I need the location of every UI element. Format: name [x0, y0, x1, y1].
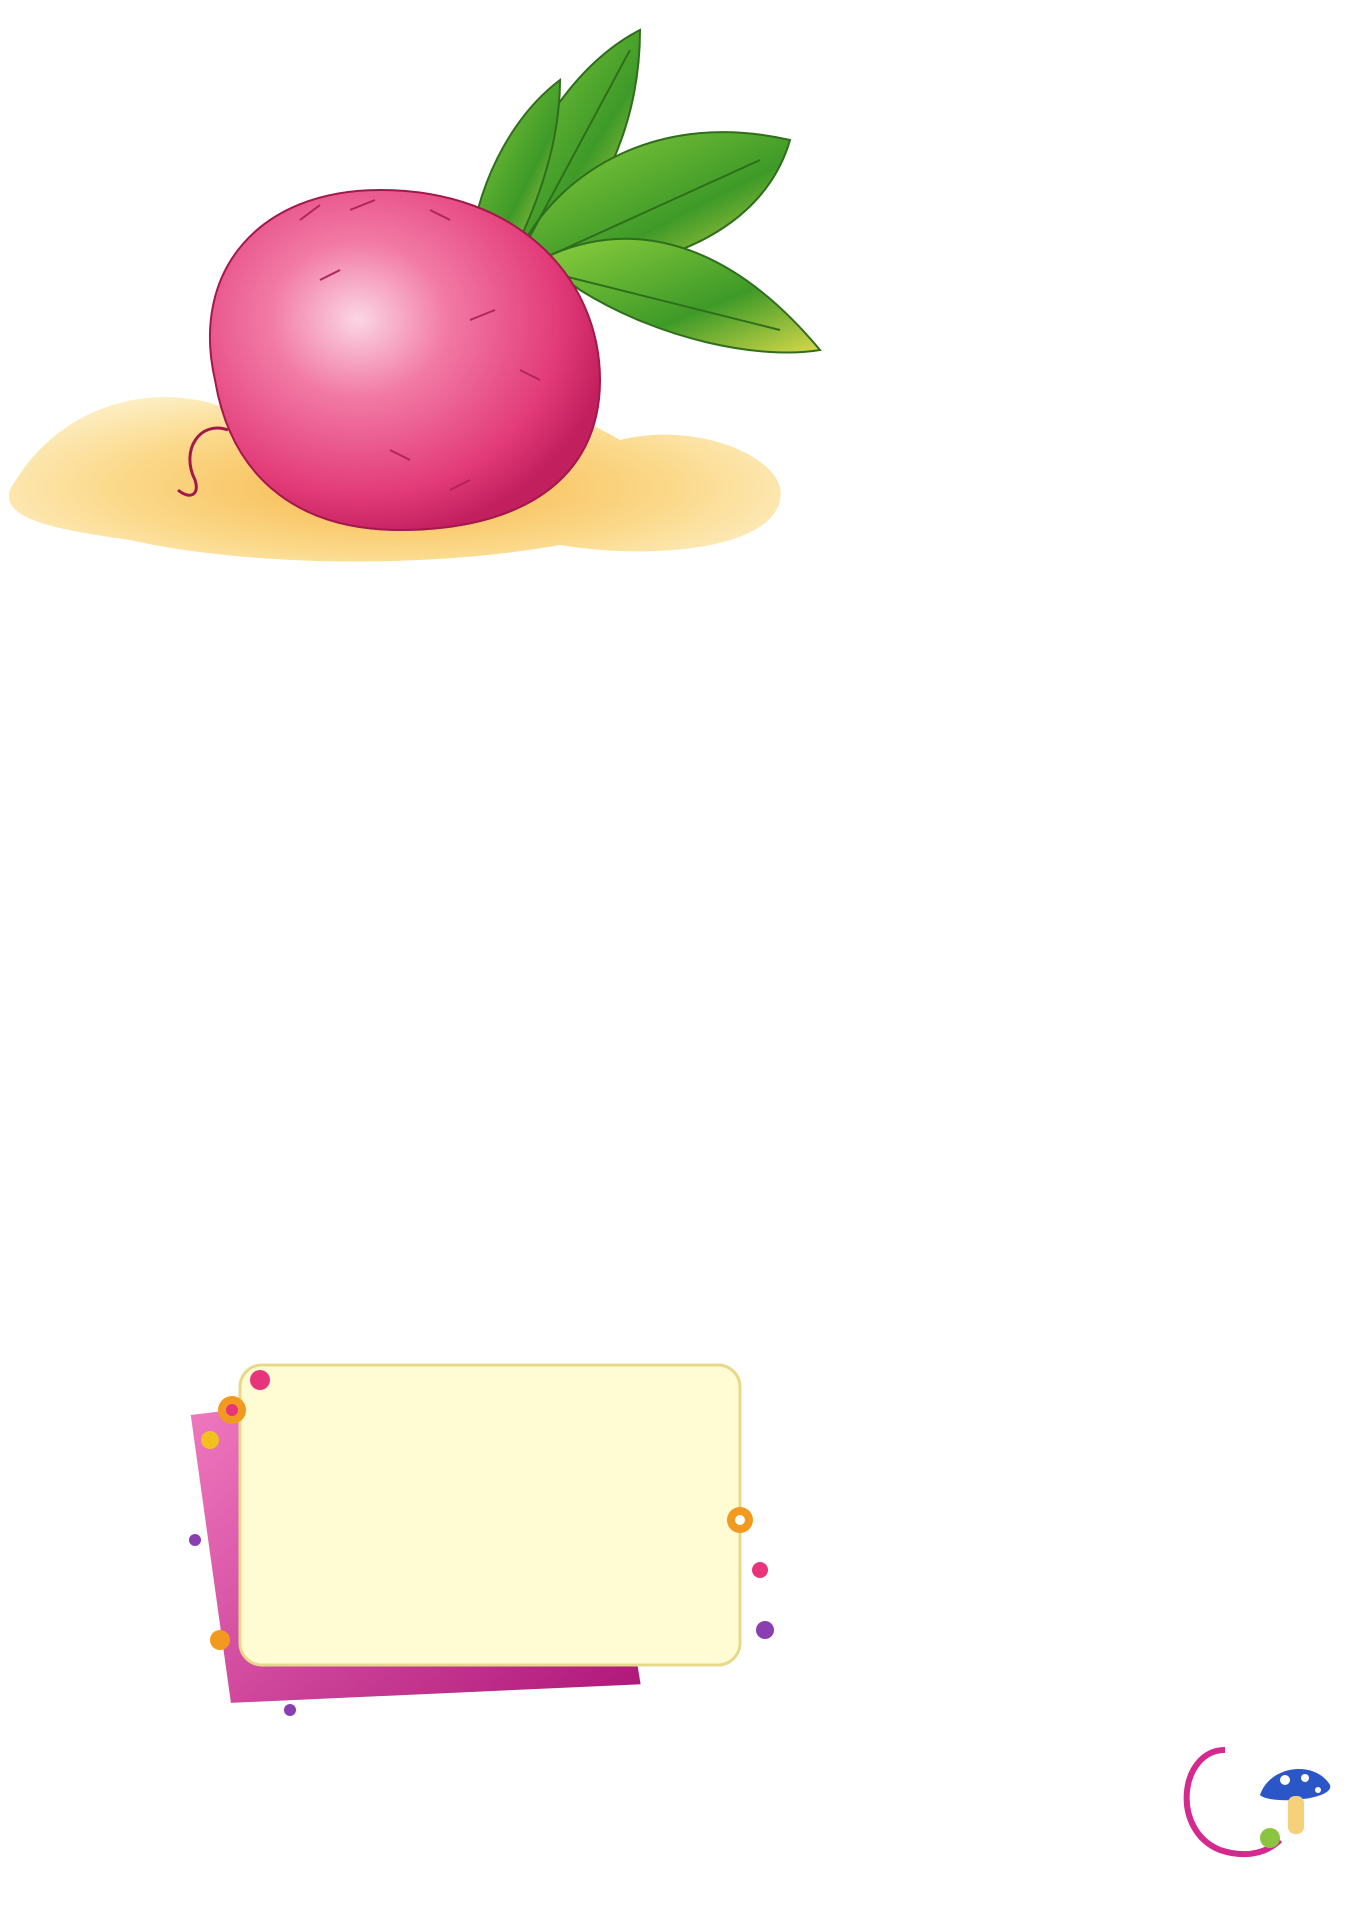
mushroom-icon: [1140, 1730, 1340, 1880]
radish-illustration: [0, 20, 830, 580]
note-box-frame: [180, 1340, 780, 1720]
